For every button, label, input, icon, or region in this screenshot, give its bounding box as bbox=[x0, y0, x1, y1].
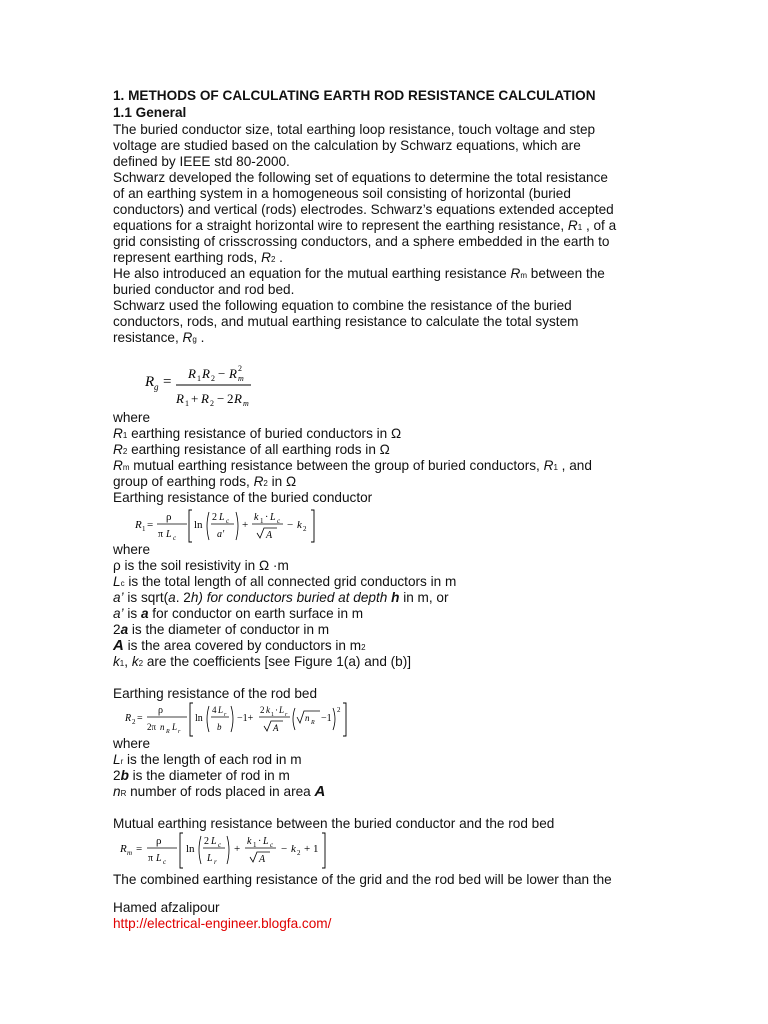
svg-text:=: = bbox=[137, 713, 143, 724]
svg-text:L: L bbox=[172, 722, 178, 732]
svg-text:R: R bbox=[188, 366, 196, 381]
svg-text:2: 2 bbox=[297, 849, 301, 857]
paragraph-line: buried conductor and rod bed. bbox=[113, 282, 295, 297]
section-heading: 1. METHODS OF CALCULATING EARTH ROD RESISTANCE CALCULATION bbox=[113, 88, 596, 103]
definition-rho: ρ is the soil resistivity in Ω ·m bbox=[113, 558, 289, 573]
svg-text:R: R bbox=[234, 391, 242, 406]
svg-text:2: 2 bbox=[212, 512, 217, 523]
svg-text:r: r bbox=[178, 729, 181, 735]
svg-text:R: R bbox=[202, 366, 210, 381]
svg-text:2: 2 bbox=[260, 705, 265, 715]
subsection-heading: 1.1 General bbox=[113, 105, 187, 120]
section-label-mutual: Mutual earthing resistance between the buried conductor and the rod bed bbox=[113, 816, 555, 831]
definition-a-buried: a’ is sqrt(a. 2h) for conductors buried at depth h in m, or bbox=[113, 590, 449, 605]
svg-text:4: 4 bbox=[212, 705, 217, 715]
svg-text:2: 2 bbox=[303, 525, 307, 533]
svg-text:2: 2 bbox=[211, 374, 215, 383]
definition-r1: R1 earthing resistance of buried conductors in Ω bbox=[113, 426, 402, 441]
svg-text:2: 2 bbox=[227, 391, 234, 406]
svg-text:m: m bbox=[243, 399, 249, 408]
svg-text:−: − bbox=[217, 391, 225, 406]
svg-text:2: 2 bbox=[238, 364, 242, 373]
svg-text:k: k bbox=[266, 705, 270, 715]
svg-text:R: R bbox=[145, 374, 155, 390]
where-label: where bbox=[113, 542, 151, 557]
svg-text:g: g bbox=[154, 382, 159, 392]
svg-text:b: b bbox=[217, 722, 222, 732]
svg-text:r: r bbox=[214, 858, 217, 866]
svg-text:L: L bbox=[207, 853, 213, 864]
svg-text:A: A bbox=[266, 530, 273, 541]
paragraph-line: resistance, Rg . bbox=[113, 330, 205, 345]
svg-text:·: · bbox=[265, 512, 269, 523]
svg-text:n: n bbox=[305, 713, 310, 723]
svg-text:c: c bbox=[173, 534, 177, 542]
paragraph-line: grid consisting of crisscrossing conductors, and a sphere embedded in the earth to bbox=[113, 234, 610, 249]
svg-text:a′: a′ bbox=[217, 529, 225, 540]
definition-nr: nR number of rods placed in area A bbox=[113, 783, 326, 800]
svg-text:1: 1 bbox=[197, 374, 201, 383]
equation-rm bbox=[118, 830, 358, 872]
svg-text:A: A bbox=[259, 854, 266, 865]
definition-rm: Rm mutual earthing resistance between the group of buried conductors, R1 , and bbox=[113, 458, 592, 473]
svg-text:2: 2 bbox=[132, 718, 136, 726]
svg-text:·: · bbox=[275, 705, 278, 715]
definition-2a: 2a is the diameter of conductor in m bbox=[113, 622, 330, 637]
svg-text:2: 2 bbox=[204, 836, 209, 847]
svg-text:ρ: ρ bbox=[166, 511, 172, 523]
svg-text:L: L bbox=[263, 836, 269, 847]
where-label: where bbox=[113, 736, 151, 751]
definition-k: k1, k2 are the coefficients [see Figure 1(a) and (b)] bbox=[113, 654, 412, 669]
section-label-rod: Earthing resistance of the rod bed bbox=[113, 686, 318, 701]
paragraph-line: voltage are studied based on the calculation by Schwarz equations, which are bbox=[113, 138, 581, 153]
svg-text:k: k bbox=[297, 519, 302, 531]
svg-text:k: k bbox=[291, 843, 296, 855]
equation-r1 bbox=[133, 506, 333, 548]
svg-text:π: π bbox=[158, 529, 164, 540]
equation-rg bbox=[143, 358, 293, 414]
definition-2b: 2b is the diameter of rod in m bbox=[113, 768, 290, 783]
definition-lr: Lr is the length of each rod in m bbox=[113, 752, 302, 767]
svg-text:1: 1 bbox=[185, 399, 189, 408]
svg-text:R: R bbox=[120, 843, 127, 855]
paragraph-line: The combined earthing resistance of the grid and the rod bed will be lower than the bbox=[113, 872, 612, 887]
author-name: Hamed afzalipour bbox=[113, 900, 220, 915]
svg-text:=: = bbox=[147, 519, 154, 531]
svg-text:r: r bbox=[285, 712, 288, 718]
svg-text:R: R bbox=[176, 391, 184, 406]
svg-text:k: k bbox=[254, 512, 259, 523]
svg-text:L: L bbox=[156, 853, 162, 864]
svg-text:=: = bbox=[163, 374, 172, 390]
svg-text:−: − bbox=[218, 366, 226, 381]
svg-text:R: R bbox=[166, 729, 170, 735]
svg-text:k: k bbox=[247, 836, 252, 847]
paragraph-line: of an earthing system in a homogeneous soil consisting of horizontal (buried bbox=[113, 186, 571, 201]
svg-text:R: R bbox=[229, 366, 237, 381]
svg-text:n: n bbox=[160, 722, 165, 732]
svg-text:2π: 2π bbox=[147, 722, 157, 732]
equation-r2 bbox=[123, 700, 363, 740]
svg-text:−: − bbox=[287, 519, 294, 531]
definition-a-surface: a’ is a for conductor on earth surface in m bbox=[113, 606, 364, 621]
definition-r2: R2 earthing resistance of all earthing rods in Ω bbox=[113, 442, 390, 457]
svg-text:+: + bbox=[242, 519, 249, 531]
definition-rm-cont: group of earthing rods, R2 in Ω bbox=[113, 474, 297, 489]
svg-text:+: + bbox=[191, 391, 199, 406]
svg-text:c: c bbox=[218, 841, 222, 849]
svg-text:1: 1 bbox=[271, 712, 274, 718]
svg-text:R: R bbox=[125, 713, 132, 724]
svg-text:=: = bbox=[136, 843, 143, 855]
paragraph-line: conductors, rods, and mutual earthing resistance to calculate the total system bbox=[113, 314, 579, 329]
svg-text:L: L bbox=[218, 705, 224, 715]
svg-text:ln: ln bbox=[195, 713, 203, 724]
svg-text:c: c bbox=[270, 841, 274, 849]
svg-text:c: c bbox=[226, 517, 230, 525]
svg-text:−1+: −1+ bbox=[237, 713, 254, 724]
section-label-buried: Earthing resistance of the buried conductor bbox=[113, 490, 373, 505]
svg-text:ln: ln bbox=[186, 843, 195, 855]
svg-text:c: c bbox=[277, 517, 281, 525]
where-label: where bbox=[113, 410, 151, 425]
svg-text:c: c bbox=[163, 858, 167, 866]
svg-text:ln: ln bbox=[194, 519, 203, 531]
svg-text:R: R bbox=[201, 391, 209, 406]
svg-text:1: 1 bbox=[253, 841, 257, 849]
svg-text:ρ: ρ bbox=[158, 705, 163, 716]
svg-text:R: R bbox=[135, 519, 142, 531]
svg-text:L: L bbox=[270, 512, 276, 523]
svg-text:L: L bbox=[166, 529, 172, 540]
svg-text:−: − bbox=[281, 843, 288, 855]
paragraph-line: The buried conductor size, total earthing loop resistance, touch voltage and step bbox=[113, 122, 596, 137]
svg-text:ρ: ρ bbox=[156, 835, 162, 847]
paragraph-line: He also introduced an equation for the mutual earthing resistance Rm between the bbox=[113, 266, 605, 281]
svg-text:A: A bbox=[273, 723, 279, 733]
svg-text:+: + bbox=[234, 843, 241, 855]
paragraph-line: defined by IEEE std 80-2000. bbox=[113, 154, 290, 169]
paragraph-line: Schwarz developed the following set of equations to determine the total resistance bbox=[113, 170, 608, 185]
svg-text:R: R bbox=[311, 720, 315, 726]
svg-text:π: π bbox=[148, 853, 154, 864]
svg-text:2: 2 bbox=[337, 706, 341, 714]
paragraph-line: Schwarz used the following equation to combine the resistance of the buried bbox=[113, 298, 572, 313]
paragraph-line: equations for a straight horizontal wire to represent the earthing resistance, R1 , of a bbox=[113, 218, 617, 233]
svg-text:+ 1: + 1 bbox=[304, 843, 319, 855]
svg-text:L: L bbox=[211, 836, 217, 847]
svg-text:r: r bbox=[224, 712, 227, 718]
paragraph-line: conductors) and vertical (rods) electrodes. Schwarz’s equations extended accepted bbox=[113, 202, 614, 217]
paragraph-line: represent earthing rods, R2 . bbox=[113, 250, 283, 265]
definition-lc: Lc is the total length of all connected grid conductors in m bbox=[113, 574, 457, 589]
svg-text:1: 1 bbox=[142, 525, 146, 533]
svg-text:−1: −1 bbox=[321, 713, 332, 724]
svg-text:·: · bbox=[258, 836, 262, 847]
svg-text:L: L bbox=[279, 705, 285, 715]
svg-text:m: m bbox=[127, 849, 133, 857]
svg-text:1: 1 bbox=[260, 517, 264, 525]
blog-link[interactable]: http://electrical-engineer.blogfa.com/ bbox=[113, 916, 332, 931]
svg-text:L: L bbox=[219, 512, 225, 523]
svg-text:2: 2 bbox=[210, 399, 214, 408]
definition-area: A is the area covered by conductors in m2 bbox=[113, 637, 366, 654]
svg-text:m: m bbox=[238, 374, 244, 383]
